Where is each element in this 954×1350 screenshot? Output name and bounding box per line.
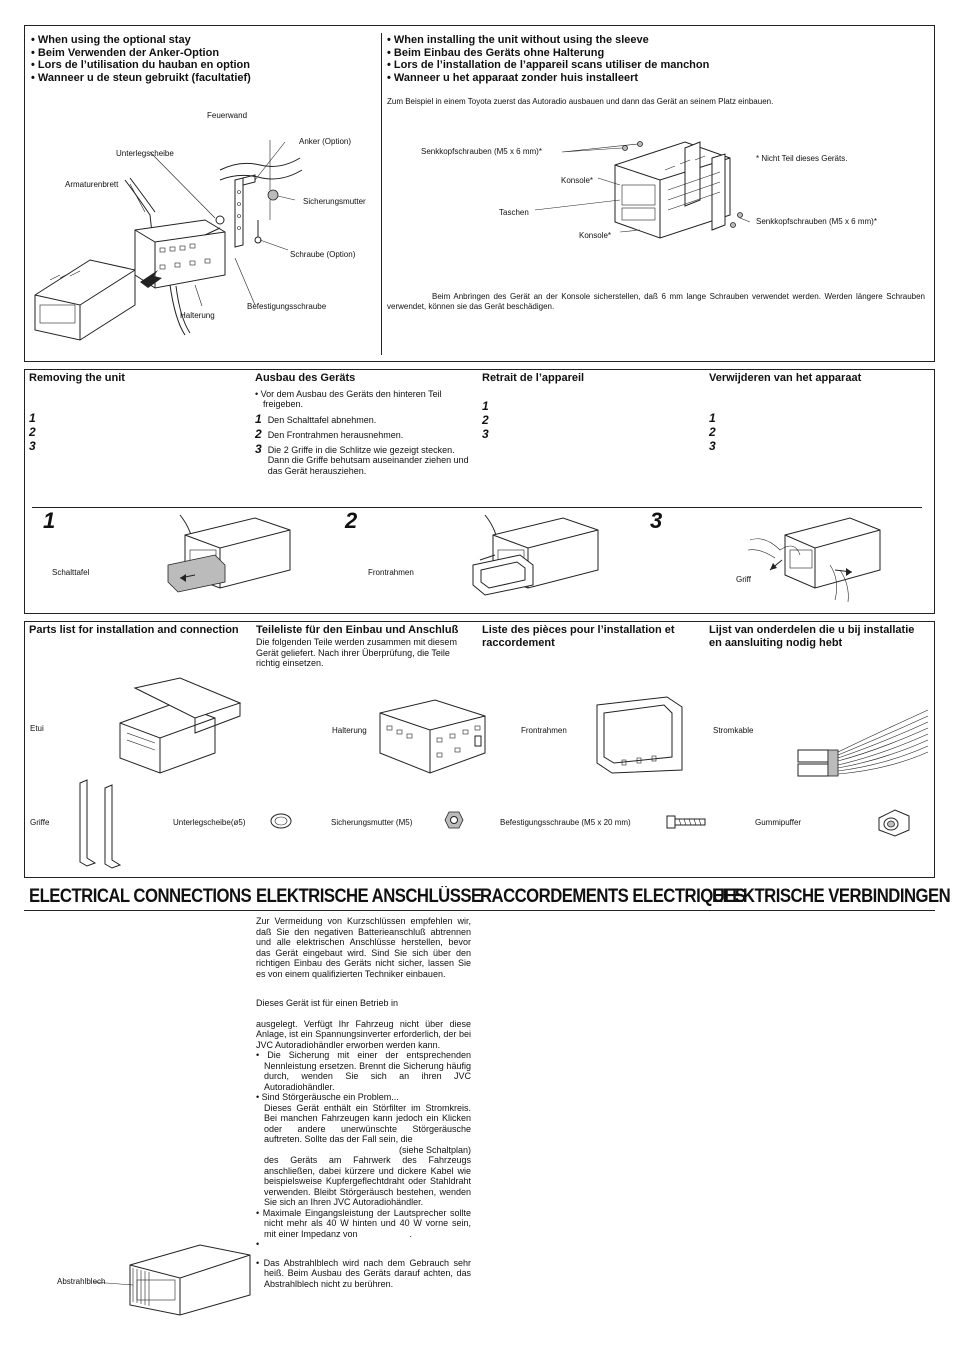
part-gummipuffer: Gummipuffer — [755, 818, 802, 827]
stay-bullet: • Wanneer u de steun gebruikt (facultatief) — [31, 71, 251, 84]
step-number: 3 — [709, 438, 716, 453]
part-sicherungsmutter: Sicherungsmutter (M5) — [331, 818, 413, 827]
part-halterung: Halterung — [332, 726, 367, 735]
step-text: Den Schalttafel abnehmen. — [267, 414, 377, 425]
etui-drawing — [115, 678, 245, 778]
figure-number: 2 — [345, 508, 358, 533]
electrical-title-de: ELEKTRISCHE ANSCHLÜSSE — [256, 886, 482, 907]
label-befestigungsschraube: Befestigungsschraube — [247, 302, 327, 311]
removing-fig2 — [465, 510, 605, 605]
screw-icon — [665, 812, 707, 832]
stromkable-drawing — [793, 700, 933, 785]
step-number: 1 — [255, 411, 262, 426]
frontrahmen-drawing — [592, 695, 687, 775]
step-text: Den Frontrahmen herausnehmen. — [267, 429, 404, 440]
part-befestigungsschraube: Befestigungsschraube (M5 x 20 mm) — [500, 818, 631, 827]
sleeve-bullet: • Beim Einbau des Geräts ohne Halterung — [387, 46, 605, 59]
rubber-cushion-icon — [877, 808, 911, 838]
parts-title-fr: Liste des pièces pour l’installation et raccordement — [482, 624, 675, 649]
parts-text-de: Die folgenden Teile werden zusammen mit diesem Gerät geliefert. Nach ihrer Überprüfung, die Teile richtig einsetzen. — [256, 637, 457, 668]
label-armaturenbrett: Armaturenbrett — [65, 180, 119, 189]
removing-fig1 — [160, 510, 300, 605]
figure-number: 1 — [43, 508, 56, 533]
step-row — [255, 427, 475, 441]
electrical-bullet: • Das Abstrahlblech wird nach dem Gebrauch sehr heiß. Beim Ausbau des Geräts darauf achten, das Abstrahlblech nicht zu berühren. — [256, 1257, 471, 1289]
removing-col-de — [255, 372, 475, 476]
label-nicht: * Nicht Teil dieses Geräts. — [756, 154, 848, 163]
sleeve-example: Zum Beispiel in einem Toyota zuerst das Autoradio ausbauen und dann das Gerät an seinem Platz einbauen. — [387, 97, 774, 106]
step-number: 1 — [709, 410, 716, 425]
electrical-text-de — [256, 916, 471, 1289]
removing-title-fr: Retrait de l’appareil — [482, 372, 585, 384]
figure-number: 3 — [650, 508, 663, 533]
removing-col-nl — [709, 372, 929, 453]
part-griffe: Griffe — [30, 818, 50, 827]
part-frontrahmen: Frontrahmen — [521, 726, 567, 735]
stay-bullet: • Lors de l’utilisation du hauban en option — [31, 59, 250, 71]
removing-title-nl: Verwijderen van het apparaat — [709, 372, 862, 384]
label-unterlegscheibe: Unterlegscheibe — [116, 149, 174, 158]
griffe-drawing — [75, 778, 125, 870]
step-text: Die 2 Griffe in die Schlitze wie gezeigt stecken. Dann die Griffe behutsam auseinander ziehen und das Gerät herausziehen. — [267, 444, 469, 476]
step-number: 2 — [255, 426, 262, 441]
sleeve-bullet: • When installing the unit without using the sleeve — [387, 34, 649, 46]
part-stromkable: Stromkable — [713, 726, 754, 735]
label-abstrahlblech: Abstrahlblech — [57, 1277, 106, 1286]
heatsink-diagram — [115, 1240, 255, 1320]
stay-bullet: • Beim Verwenden der Anker-Option — [31, 46, 220, 59]
electrical-bullet: • Sind Störgeräusche ein Problem... — [256, 1092, 399, 1102]
electrical-rule — [24, 910, 935, 911]
halterung-drawing — [375, 698, 490, 778]
step-number: 3 — [255, 441, 262, 456]
parts-title-de: Teileliste für den Einbau und Anschluß — [256, 624, 459, 636]
electrical-bullet: • — [256, 1239, 260, 1249]
label-konsole1: Konsole* — [561, 176, 594, 185]
sleeve-note: Beim Anbringen des Gerät an der Konsole sicherstellen, daß 6 mm lange Schrauben verwendet werden. Werden längere Schrauben verwendet, können sie das Gerät beschädigen. — [387, 292, 925, 311]
sleeve-bullet: • Lors de l’installation de l’appareil scans utiliser de manchon — [387, 59, 710, 71]
electrical-bullet: • Die Sicherung mit einer der entsprechenden Nennleistung ersetzen. Brennt die Sicherung häufig durch, wenden Sie sich an ihren JVC Autoradiohändler. — [256, 1050, 471, 1092]
step-number: 2 — [482, 412, 489, 427]
label-taschen: Taschen — [499, 208, 529, 217]
step-number: 1 — [482, 398, 489, 413]
removing-fig3 — [740, 510, 890, 605]
sleeve-bullet: • Wanneer u het apparaat zonder huis installeert — [387, 71, 639, 84]
label-senk1: Senkkopfschrauben (M5 x 6 mm)* — [421, 147, 542, 156]
stay-diagram — [30, 120, 380, 345]
label-schraube: Schraube (Option) — [290, 250, 356, 259]
parts-title-en: Parts list for installation and connection — [29, 624, 239, 636]
step-row — [255, 412, 475, 426]
part-etui: Etui — [30, 724, 44, 733]
label-senk2: Senkkopfschrauben (M5 x 6 mm)* — [756, 217, 877, 226]
stay-bullet: • When using the optional stay — [31, 34, 191, 46]
label-konsole2: Konsole* — [579, 231, 612, 240]
removing-title-en: Removing the unit — [29, 372, 125, 384]
stay-bullets — [31, 34, 376, 84]
electrical-bullet-text: Dieses Gerät enthält ein Störfilter im Stromkreis. Bei manchen Fahrzeugen kann jedoch ein Klicken oder andere unerwünschte Störgeräusche auftreten. Sollte das der Fall sein, die — [264, 1102, 471, 1144]
electrical-title-en: ELECTRICAL CONNECTIONS — [29, 886, 252, 907]
electrical-bullet-text: des Geräts am Fahrwerk des Fahrzeugs anschließen, dabei kürzere und dickere Kabel wie beispielsweise Kupfergeflechtdraht oder Stahldraht verwenden. Bleibt Störgeräusch bestehen, wenden Sie sich an Ihren JVC Autoradiohändler. — [264, 1155, 471, 1207]
step-row — [255, 442, 475, 477]
removing-figures-rule — [32, 507, 922, 508]
sleeve-diagram — [600, 130, 750, 255]
electrical-p3: ausgelegt. Verfügt Ihr Fahrzeug nicht über diese Anlage, ist ein Spannungsinverter erforderlich, der bei JVC Autoradiohändler erworben werden kann. — [256, 1018, 471, 1050]
step-number: 3 — [29, 438, 36, 453]
removing-intro-de: • Vor dem Ausbau des Geräts den hinteren Teil freigeben. — [255, 388, 442, 409]
step-number: 1 — [29, 410, 36, 425]
label-schalttafel: Schalttafel — [52, 568, 90, 577]
parts-title-nl: Lijst van onderdelen die u bij installatie en aansluiting nodig hebt — [709, 624, 915, 649]
step-number: 2 — [29, 424, 36, 439]
top-divider — [381, 33, 382, 355]
washer-icon — [270, 812, 292, 830]
electrical-bullet: • Maximale Eingangsleistung der Lautsprecher sollte nicht mehr als 40 W hinten und 40 W vorne sein, mit einer Impedanz von . — [256, 1207, 471, 1239]
step-number: 3 — [482, 426, 489, 441]
electrical-schaltplan: (siehe Schaltplan) — [398, 1144, 471, 1155]
removing-title-de: Ausbau des Geräts — [255, 372, 356, 384]
electrical-title-fr: RACCORDEMENTS ELECTRIQUES — [480, 886, 746, 907]
label-halterung: Halterung — [180, 311, 215, 320]
electrical-title-nl: ELEKTRISCHE VERBINDINGEN — [712, 886, 951, 907]
removing-col-en — [29, 372, 244, 453]
label-sicherungsmutter: Sicherungsmutter — [303, 197, 366, 206]
label-griff: Griff — [736, 575, 751, 584]
electrical-p2: Dieses Gerät ist für einen Betrieb in — [256, 998, 399, 1008]
label-anker: Anker (Option) — [299, 137, 352, 146]
label-frontrahmen: Frontrahmen — [368, 568, 414, 577]
step-number: 2 — [709, 424, 716, 439]
sleeve-bullets — [387, 34, 932, 84]
nut-icon — [444, 810, 464, 830]
label-feuerwand: Feuerwand — [207, 111, 248, 120]
removing-col-fr — [482, 372, 697, 441]
electrical-p1: Zur Vermeidung von Kurzschlüssen empfehlen wir, daß Sie den negativen Batterieanschluß abtrennen und alle elektrischen Anschlüsse herstellen, bevor das Gerät eingebaut wird. Sind Sie sich über den richtigen Einbau des Geräts nicht sicher, lassen Sie es von einem qualifizierten Techniker einbauen. — [256, 916, 471, 979]
part-unterlegscheibe: Unterlegscheibe(ø5) — [173, 818, 246, 827]
